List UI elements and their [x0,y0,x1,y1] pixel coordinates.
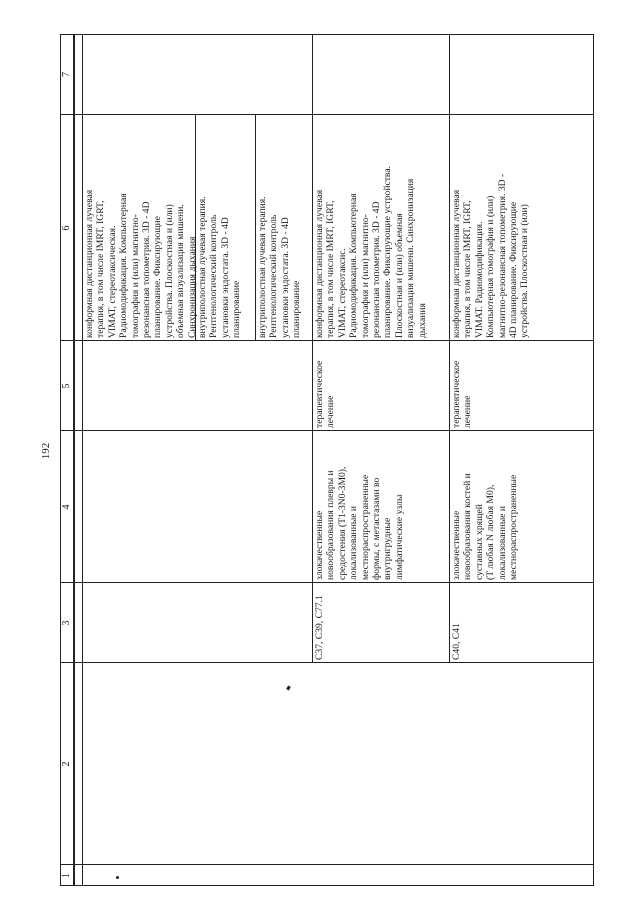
table-border-left [60,885,594,886]
header-col-5: 5 [61,383,72,389]
table-border-bottom [593,34,594,886]
row-a-col6-part1: конформная дистанционная лучевая терапия, в том числе IMRT, IGRT, VIMAT, стереотаксическая. Радиомодификация. Компьютерная томография и (или) магнитно- резонансная топометрия. 3D - 4D планирование. Фиксирующие устройства. Плоскостная и (или) объемная визуализация мишени. Синхронизация дыхания [84,189,198,338]
table [60,34,594,886]
header-divider [73,34,75,886]
page-number: 192 [40,442,52,460]
col-sep-1 [60,864,594,865]
header-col-3: 3 [61,620,72,626]
header-col-1: 1 [61,873,72,878]
row-a-col6-part3: внутриполостная лучевая терапия. Рентгенологический контроль установки эндостата. 3D - 4D планирование [257,196,303,338]
row-a-col6-part2: внутриполостная лучевая терапия. Рентгенологический контроль установки эндостата. 3D - 4D планирование [197,196,243,338]
header-col-2: 2 [61,761,72,767]
row-b-col6: конформная дистанционная лучевая терапия, в том числе IMRT, IGRT, VIMAT, стереотаксис. Радиомодификация. Компьютерная томография и (или) магнитно- резонансная топометрия. 3D - 4D планирование. Фиксирующие устройства. Плоскостная и (или) объемная визуализация мишени. Синхронизация дыхания [314,166,428,338]
header-col-7: 7 [61,72,72,77]
header-col-4: 4 [61,504,72,510]
header-col-6: 6 [61,225,72,231]
row-c-col4: злокачественные новообразования костей и суставных хрящей (T любая N любая M0), локализованные и местнораспространенные [451,473,520,580]
row-c-col6: конформная дистанционная лучевая терапия, в том числе IMRT, IGRT, VIMAT. Радиомодификация. Компьютерная томография и (или) магнитно-резонансная топометрия. 3D - 4D планирование. Фиксирующие устройства. Плоскостная и (или) [451,173,531,338]
scan-dot [116,876,119,879]
row-a-col5 [83,341,312,431]
row-a-col3 [83,583,312,663]
table-border-right [60,34,594,35]
row-c-col3: C40, C41 [451,623,462,660]
row-b-col5: терапевтическое лечение [314,360,337,428]
row-b-col3: C37, C39, C77.1 [314,595,325,660]
row-a-col4 [83,431,312,583]
row-b-col4: злокачественные новообразования плевры и средостения (T1-3N0-3M0), локализованные и местнораспространенные формы, с метастазами во внутригрудные лимфатические узлы [314,466,405,580]
row-c-col5: терапевтическое лечение [451,360,474,428]
